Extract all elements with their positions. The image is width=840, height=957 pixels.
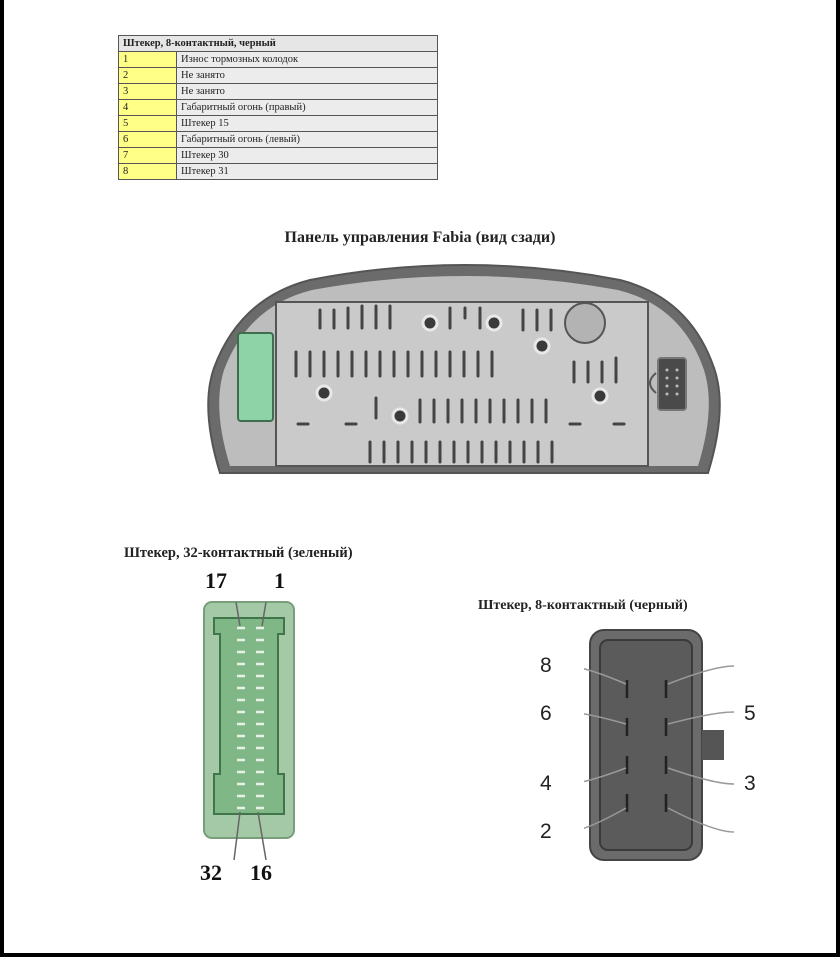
table-row: 7 Штекер 30: [119, 148, 438, 164]
connector-32-title: Штекер, 32-контактный (зеленый): [124, 545, 353, 561]
panel-title: Панель управления Fabia (вид сзади): [284, 229, 556, 246]
pin-label-8: 8: [540, 654, 552, 677]
connector-32-illustration: [200, 598, 300, 860]
pin-label-5: 5: [744, 702, 756, 725]
connector-8-title: Штекер, 8-контактный (черный): [478, 598, 688, 613]
round-connector: [565, 303, 605, 343]
table-row: 2 Не занято: [119, 68, 438, 84]
pin-label-1: 1: [274, 568, 285, 593]
instrument-panel-illustration: [200, 258, 730, 483]
table-row: 6 Габаритный огонь (левый): [119, 132, 438, 148]
pin-label-2: 2: [540, 820, 552, 843]
document-page: [4, 0, 836, 953]
table-row: 1 Износ тормозных колодок: [119, 52, 438, 68]
pin-label-17: 17: [205, 568, 227, 593]
green-connector-socket: [238, 333, 273, 421]
pin-label-4: 4: [540, 772, 552, 795]
table-title: Штекер, 8-контактный, черный: [119, 36, 438, 52]
table-row: 5 Штекер 15: [119, 116, 438, 132]
pin-assignment-table: [118, 35, 438, 180]
table-row: 4 Габаритный огонь (правый): [119, 100, 438, 116]
pin-label-3: 3: [744, 772, 756, 795]
black-connector-socket: [658, 358, 686, 410]
pin-label-32: 32: [200, 860, 222, 885]
pin-label-16: 16: [250, 860, 272, 885]
pin-label-6: 6: [540, 702, 552, 725]
table-row: 8 Штекер 31: [119, 164, 438, 180]
connector-8-illustration: [584, 626, 744, 866]
table-row: 3 Не занято: [119, 84, 438, 100]
